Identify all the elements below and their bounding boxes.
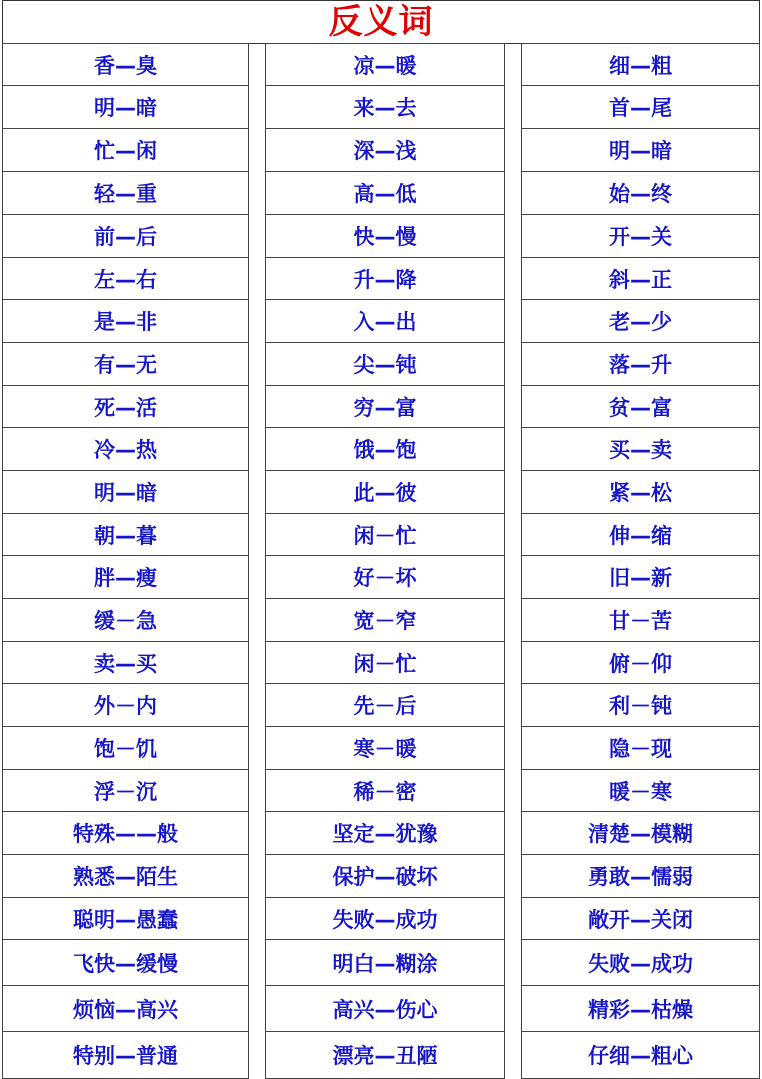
antonym-pair-cell: 清楚—模糊: [521, 812, 760, 855]
antonym-pair-cell: 明—暗: [2, 471, 249, 514]
antonym-pair-cell: 明白—糊涂: [265, 940, 505, 986]
antonym-pair-cell: 左—右: [2, 258, 249, 300]
antonym-pair-cell: 特殊——般: [2, 812, 249, 855]
antonym-pair-cell: 精彩—枯燥: [521, 986, 760, 1032]
antonym-column-2: [265, 43, 505, 1079]
antonym-pair-cell: 朝—暮: [2, 514, 249, 556]
antonym-pair-cell: 漂亮—丑陋: [265, 1032, 505, 1079]
antonym-pair-cell: 快—慢: [265, 215, 505, 258]
antonym-pair-cell: 稀－密: [265, 770, 505, 812]
antonym-pair-cell: 寒－暖: [265, 727, 505, 770]
antonym-pair-cell: 保护—破坏: [265, 855, 505, 898]
antonym-pair-cell: 好－坏: [265, 556, 505, 599]
antonym-pair-cell: 紧—松: [521, 471, 760, 514]
antonym-pair-cell: 尖—钝: [265, 343, 505, 386]
antonym-pair-cell: 入—出: [265, 300, 505, 343]
antonym-pair-cell: 高兴—伤心: [265, 986, 505, 1032]
antonym-pair-cell: 前—后: [2, 215, 249, 258]
antonym-pair-cell: 首—尾: [521, 86, 760, 129]
antonym-pair-cell: 明—暗: [2, 86, 249, 129]
antonym-pair-cell: 落—升: [521, 343, 760, 386]
antonym-pair-cell: 坚定—犹豫: [265, 812, 505, 855]
antonym-pair-cell: 宽－窄: [265, 599, 505, 642]
title-bar: [2, 0, 760, 44]
antonym-pair-cell: 是—非: [2, 300, 249, 343]
antonym-pair-cell: 穷—富: [265, 386, 505, 428]
antonym-pair-cell: 隐－现: [521, 727, 760, 770]
antonym-column-1: [2, 43, 249, 1079]
antonym-pair-cell: 斜—正: [521, 258, 760, 300]
antonym-pair-cell: 轻—重: [2, 172, 249, 215]
antonym-pair-cell: 忙—闲: [2, 129, 249, 172]
antonym-pair-cell: 利－钝: [521, 684, 760, 727]
antonym-pair-cell: 凉—暖: [265, 43, 505, 86]
antonym-pair-cell: 烦恼—高兴: [2, 986, 249, 1032]
antonym-pair-cell: 贫—富: [521, 386, 760, 428]
antonym-pair-cell: 聪明—愚蠢: [2, 898, 249, 940]
antonym-pair-cell: 旧—新: [521, 556, 760, 599]
antonym-pair-cell: 开—关: [521, 215, 760, 258]
antonym-pair-cell: 敞开—关闭: [521, 898, 760, 940]
page-title: 反义词: [328, 2, 434, 42]
antonym-pair-cell: 伸—缩: [521, 514, 760, 556]
antonym-pair-cell: 死—活: [2, 386, 249, 428]
antonym-pair-cell: 饱－饥: [2, 727, 249, 770]
antonym-pair-cell: 卖—买: [2, 642, 249, 684]
antonym-pair-cell: 闲－忙: [265, 642, 505, 684]
antonym-pair-cell: 熟悉—陌生: [2, 855, 249, 898]
antonym-pair-cell: 细—粗: [521, 43, 760, 86]
antonym-pair-cell: 仔细—粗心: [521, 1032, 760, 1079]
antonym-pair-cell: 高—低: [265, 172, 505, 215]
antonym-pair-cell: 勇敢—懦弱: [521, 855, 760, 898]
antonym-pair-cell: 闲－忙: [265, 514, 505, 556]
antonym-column-3: [521, 43, 760, 1079]
antonym-pair-cell: 俯－仰: [521, 642, 760, 684]
antonym-pair-cell: 明—暗: [521, 129, 760, 172]
antonym-pair-cell: 来—去: [265, 86, 505, 129]
antonym-pair-cell: 胖—瘦: [2, 556, 249, 599]
antonym-pair-cell: 饿—饱: [265, 428, 505, 471]
antonym-pair-cell: 此—彼: [265, 471, 505, 514]
antonym-pair-cell: 外－内: [2, 684, 249, 727]
antonym-pair-cell: 有—无: [2, 343, 249, 386]
antonym-pair-cell: 飞快—缓慢: [2, 940, 249, 986]
antonym-pair-cell: 始—终: [521, 172, 760, 215]
antonym-pair-cell: 深—浅: [265, 129, 505, 172]
antonym-pair-cell: 冷—热: [2, 428, 249, 471]
antonym-pair-cell: 甘－苦: [521, 599, 760, 642]
antonym-pair-cell: 暖－寒: [521, 770, 760, 812]
antonym-pair-cell: 缓－急: [2, 599, 249, 642]
antonym-pair-cell: 香—臭: [2, 43, 249, 86]
antonym-pair-cell: 先－后: [265, 684, 505, 727]
antonym-pair-cell: 失败—成功: [265, 898, 505, 940]
antonym-pair-cell: 失败—成功: [521, 940, 760, 986]
antonym-pair-cell: 浮－沉: [2, 770, 249, 812]
antonym-pair-cell: 老—少: [521, 300, 760, 343]
antonym-pair-cell: 升—降: [265, 258, 505, 300]
antonym-pair-cell: 特别—普通: [2, 1032, 249, 1079]
antonym-pair-cell: 买—卖: [521, 428, 760, 471]
